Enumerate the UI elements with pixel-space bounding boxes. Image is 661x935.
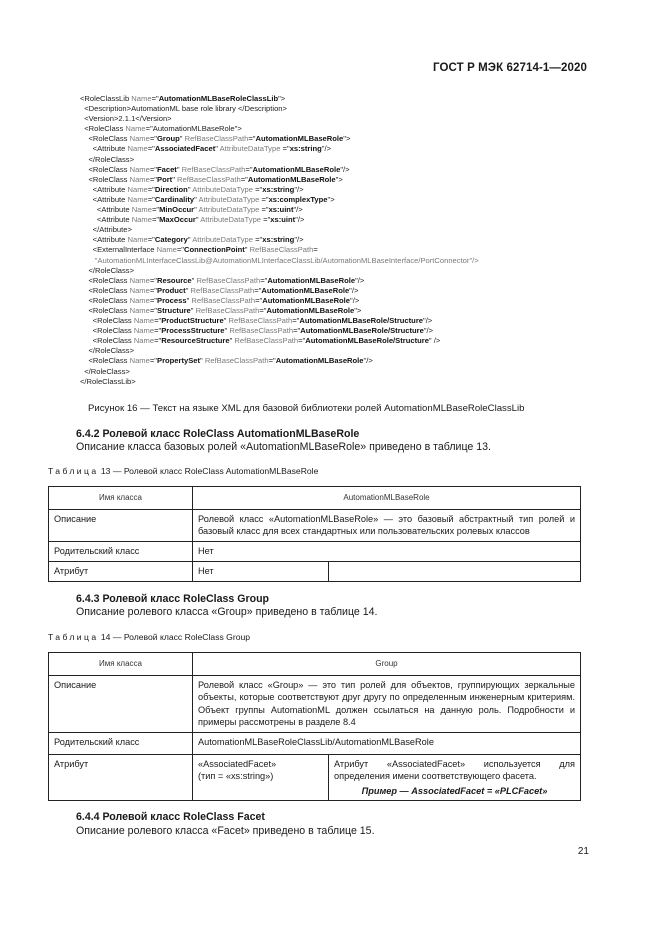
table-row [49,487,581,510]
xml-line: <RoleClass Name="Resource" RefBaseClassPath="AutomationMLBaseRole"/> [80,275,365,285]
table-14-caption-text: 14 — Ролевой класс RoleClass Group [98,632,251,642]
xml-line: <RoleClass Name="Group" RefBaseClassPath="AutomationMLBaseRole"> [80,134,351,144]
table-cell: Ролевой класс «AutomationMLBaseRole» — это базовый абстрактный тип ролей и базовый класс для всех стандартных или пользовательских ролевых классов [193,509,581,541]
section-heading-6-4-2: 6.4.2 Ролевой класс RoleClass AutomationMLBaseRole [76,428,360,440]
page-number: 21 [577,846,589,857]
table-cell: AutomationMLBaseRoleClassLib/AutomationMLBaseRole [193,732,581,754]
xml-line: <RoleClass Name="ResourceStructure" RefBaseClassPath="AutomationMLBaseRole/Structure" /> [80,336,441,346]
xml-line: </Attribute> [80,225,132,235]
figure-caption: Рисунок 16 — Текст на языке XML для базовой библиотеки ролей AutomationMLBaseRoleClassLib [88,403,525,414]
table-cell: Описание [49,509,193,541]
xml-line: <RoleClass Name="Process" RefBaseClassPath="AutomationMLBaseRole"/> [80,295,360,305]
attribute-example: Пример — AssociatedFacet = «PLCFacet» [361,785,548,796]
table-13-caption [48,466,318,476]
table-header-cell: Имя класса [49,487,193,510]
attribute-description: Атрибут «AssociatedFacet» используется для определения имени соответствующего фасета. [334,758,575,781]
xml-line: <RoleClassLib Name="AutomationMLBaseRoleClassLib"> [80,94,286,103]
xml-line: </RoleClass> [80,346,135,356]
xml-line: <Attribute Name="Direction" AttributeDataType ="xs:string"/> [80,184,304,194]
xml-line: <Attribute Name="Category" AttributeDataType ="xs:string"/> [80,235,304,245]
table-cell [329,561,581,581]
xml-line: <Attribute Name="MinOccur" AttributeDataType ="xs:uint"/> [80,205,303,215]
table-row [49,541,581,561]
xml-line: <Version>2.1.1</Version> [80,114,172,124]
xml-line: "AutomationMLInterfaceClassLib@AutomationMLInterfaceClassLib/AutomationMLBaseInterface/PortConnector"/> [80,255,479,265]
table-row [49,754,581,801]
xml-line: <Attribute Name="AssociatedFacet" AttributeDataType ="xs:string"/> [80,144,332,154]
section-heading-6-4-4: 6.4.4 Ролевой класс RoleClass Facet [76,811,265,823]
xml-line: <RoleClass Name="ProductStructure" RefBaseClassPath="AutomationMLBaseRole/Structure"/> [80,316,433,326]
xml-listing [80,94,580,387]
section-intro-6-4-4: Описание ролевого класса «Facet» приведено в таблице 15. [76,825,375,837]
xml-line: </RoleClass> [80,154,135,164]
table-header-cell: AutomationMLBaseRole [193,487,581,510]
xml-line: <Attribute Name="MaxOccur" AttributeDataType ="xs:uint"/> [80,215,305,225]
xml-line: <RoleClass Name="Product" RefBaseClassPath="AutomationMLBaseRole"/> [80,285,359,295]
table-cell: Ролевой класс «Group» — это тип ролей для объектов, группирующих зеркальные объекты, которые соответствуют друг другу по определенным инженерным критериям. Объект группы AutomationML должен ссылаться на данную роль. Подробности и примеры рассмотрены в разделе 8.4 [193,675,581,732]
section-heading-6-4-3: 6.4.3 Ролевой класс RoleClass Group [76,593,270,605]
table-cell: Атрибут [49,561,193,581]
table-14-caption-prefix: Таблица [48,632,99,642]
section-intro-6-4-2: Описание класса базовых ролей «AutomationMLBaseRole» приведено в таблице 13. [76,441,491,453]
xml-line: <Attribute Name="Cardinality" AttributeDataType ="xs:complexType"> [80,194,335,204]
table-row [49,675,581,732]
table-cell: Нет [193,561,329,581]
table-cell [193,754,329,801]
xml-line: </RoleClassLib> [80,376,136,386]
attribute-name: «AssociatedFacet» [198,758,277,769]
section-intro-6-4-3: Описание ролевого класса «Group» приведено в таблице 14. [76,606,378,618]
attribute-type: (тип = «xs:string») [198,771,274,781]
table-cell: Нет [193,541,581,561]
table-header-cell: Имя класса [49,653,193,676]
table-14-caption [48,632,250,642]
table-14 [48,652,581,801]
table-row [49,561,581,581]
table-13-caption-prefix: Таблица [48,466,99,476]
xml-line: </RoleClass> [80,366,130,376]
xml-line: <RoleClass Name="PropertySet" RefBaseClassPath="AutomationMLBaseRole"/> [80,356,373,366]
table-cell: Описание [49,675,193,732]
xml-line: <Description>AutomationML base role library </Description> [80,104,287,114]
document-header: ГОСТ Р МЭК 62714-1—2020 [433,62,587,74]
table-cell: Родительский класс [49,541,193,561]
table-cell: Родительский класс [49,732,193,754]
xml-line: <RoleClass Name="ProcessStructure" RefBaseClassPath="AutomationMLBaseRole/Structure"/> [80,326,434,336]
table-row [49,509,581,541]
xml-line: <RoleClass Name="Structure" RefBaseClassPath="AutomationMLBaseRole"> [80,305,362,315]
table-header-cell: Group [193,653,581,676]
xml-line: <RoleClass Name="AutomationMLBaseRole"> [80,124,242,134]
table-cell [329,754,581,801]
xml-line: <ExternalInterface Name="ConnectionPoint" RefBaseClassPath= [80,245,318,255]
xml-line: </RoleClass> [80,265,135,275]
table-cell: Атрибут [49,754,193,801]
table-13-caption-text: 13 — Ролевой класс RoleClass AutomationMLBaseRole [98,466,319,476]
table-row [49,653,581,676]
xml-line: <RoleClass Name="Port" RefBaseClassPath="AutomationMLBaseRole"> [80,174,343,184]
xml-line: <RoleClass Name="Facet" RefBaseClassPath="AutomationMLBaseRole"/> [80,164,350,174]
table-13 [48,486,581,582]
table-row [49,732,581,754]
